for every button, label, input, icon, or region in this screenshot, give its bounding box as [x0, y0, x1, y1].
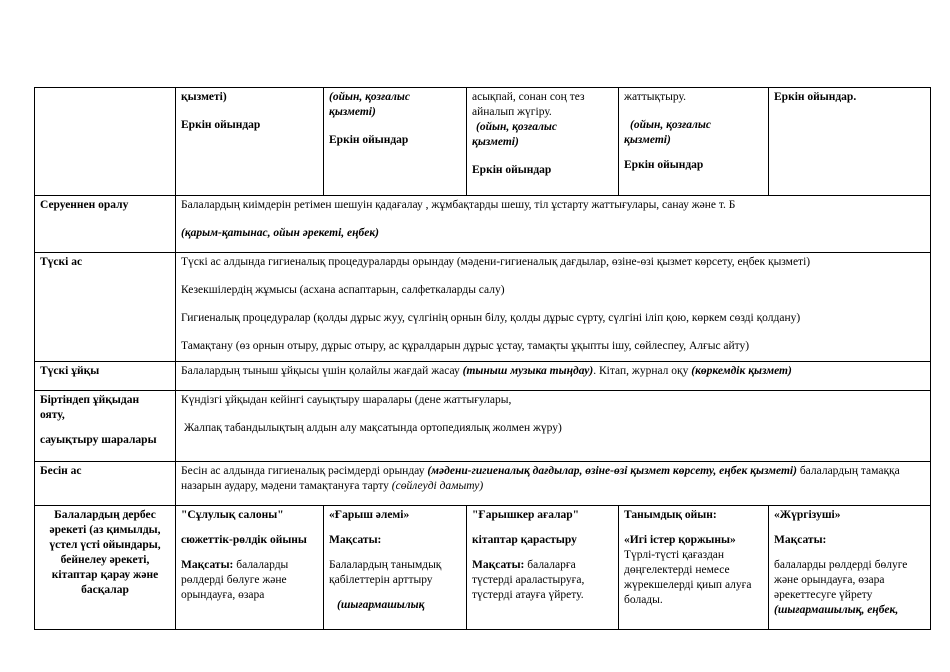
cell-text: Гигиеналық процедуралар (қолды дұрыс жуу, сүлгінің орнын білу, қолды дұрыс сүрту, сүлгіні іліп қою, көркем сөзді қолдану) [181, 311, 801, 324]
cell-text: Күндізгі ұйқыдан кейінгі сауықтыру шаралары (дене жаттығулары, [181, 394, 512, 406]
table-cell [176, 88, 324, 196]
cell-text: Еркін ойындар [329, 133, 409, 146]
cell-text: Жалпақ табандылықтың алдын алу мақсатында ортопедиялық жолмен жүру) [184, 421, 562, 434]
nap-text: Балалардың тыныш ұйқысы үшін қолайлы жағдай жасау [181, 365, 463, 377]
activity-title: "Ғарышкер ағалар" [472, 509, 580, 521]
table-cell [324, 88, 467, 196]
cell-text: Тамақтану (өз орнын отыру, дұрыс отыру, ас құралдарын дұрыс ұстау, тамақты ұқыпты ішу, сөйлеспеу, Алғыс айту) [181, 339, 750, 352]
snack-note: (сөйлеуді дамыту) [391, 479, 484, 492]
cell-text: қызметі) [329, 105, 376, 118]
cell-text: (қарым-қатынас, ойын әрекеті, еңбек) [181, 226, 379, 239]
cell-text [181, 558, 318, 603]
daily-plan-table [34, 87, 931, 630]
table-cell [176, 253, 931, 362]
cell-text: асықпай, сонан соң тез [472, 91, 585, 103]
cell-text: Түскі ас алдында гигиеналық процедураларды орындау (мәдени-гигиеналық дағдылар, өзіне-өзі қызмет көрсету, еңбек қызметі) [181, 256, 811, 268]
cell-text: (ойын, қозғалыс [329, 91, 410, 103]
table-cell [324, 506, 467, 630]
row-label-wake [35, 391, 176, 462]
table-cell [467, 88, 619, 196]
goal-label: Мақсаты: [181, 558, 234, 571]
table-row [35, 196, 931, 253]
cell-text: Түрлі-түсті қағаздан дөңгелектерді немесе жүрекшелерді қиып алуға болады. [624, 548, 752, 606]
cell-text [472, 558, 613, 603]
table-cell [619, 88, 769, 196]
table-cell [467, 506, 619, 630]
cell-note: (шығармашылық [337, 598, 425, 611]
activity-title: "Сұлулық салоны" [181, 509, 284, 521]
goal-label: Мақсаты: [329, 533, 382, 546]
snack-text: Бесін ас алдында гигиеналық рәсімдерді орындау [181, 465, 428, 477]
nap-text: . Кітап, журнал оқу [593, 365, 692, 377]
table-row [35, 391, 931, 462]
cell-text: Кезекшілердің жұмысы (асхана аспаптарын, салфеткаларды салу) [181, 283, 505, 296]
row-label-nap: Түскі ұйқы [35, 362, 176, 391]
cell-text: (ойын, қозғалыс [476, 120, 557, 133]
row-label-empty [35, 88, 176, 196]
row-label-independent: Балалардың дербес әрекеті (аз қимылды, үстел үсті ойындары, бейнелеу әрекеті, кітаптар қарау және басқалар [35, 506, 176, 630]
nap-note: (көркемдік қызмет) [691, 365, 792, 377]
table-row [35, 462, 931, 506]
table-cell [176, 196, 931, 253]
cell-text: (ойын, қозғалыс [630, 118, 711, 131]
cell-text: жаттықтыру. [624, 91, 686, 103]
cell-text: қызметі) [181, 91, 227, 103]
label-line: Біртіндеп ұйқыдан [40, 394, 140, 406]
cell-text: айналып жүгіру. [472, 105, 552, 118]
table-cell [769, 88, 931, 196]
activity-title: «Жүргізуші» [774, 509, 841, 521]
cell-text: Еркін ойындар [472, 163, 552, 176]
goal-text: балаларды рөлдерді бөлуге және орындауға, өзара [181, 558, 289, 601]
snack-note: (мәдени-гигиеналық дағдылар, өзіне-өзі қызмет көрсету, еңбек қызметі) [427, 465, 797, 477]
goal-text: балаларға түстерді араластыруға, түстерді атауға үйрету. [472, 558, 585, 601]
cell-text: қызметі) [624, 133, 671, 146]
goal-text: балаларды рөлдерді бөлуге және орындауға, өзара әрекеттесуге үйрету [774, 558, 908, 601]
table-cell [176, 362, 931, 391]
cell-text: Еркін ойындар [624, 158, 704, 171]
cell-text: Еркін ойындар. [774, 91, 857, 103]
activity-subtitle: «Игі істер қоржыны» [624, 533, 736, 546]
cell-note: (шығармашылық, еңбек, [774, 603, 899, 616]
cell-text: Еркін ойындар [181, 118, 261, 131]
cell-text: Балалардың киімдерін ретімен шешуін қадағалау , жұмбақтарды шешу, тіл ұстарту жаттығулары, санау және т. Б [181, 199, 736, 211]
table-cell [176, 391, 931, 462]
activity-title: «Ғарыш әлемі» [329, 509, 410, 521]
snack-text: балалардың тамаққа назарын аудару, мәдени тамақтануға тарту [181, 465, 900, 492]
goal-label: Мақсаты: [472, 558, 525, 571]
activity-title: Танымдық ойын: [624, 509, 717, 521]
cell-text: қызметі) [472, 135, 519, 148]
activity-subtitle: кітаптар қарастыру [472, 533, 577, 546]
row-label-lunch: Түскі ас [35, 253, 176, 362]
nap-note: (тыныш музыка тыңдау) [462, 365, 594, 377]
cell-text [181, 464, 925, 494]
row-label-snack: Бесін ас [35, 462, 176, 506]
table-row [35, 253, 931, 362]
table-row [35, 506, 931, 630]
table-cell [176, 506, 324, 630]
goal-text: Балалардың танымдық қабілеттерін арттыру [329, 558, 442, 586]
table-cell [619, 506, 769, 630]
table-row [35, 88, 931, 196]
cell-text [181, 364, 925, 379]
table-row [35, 362, 931, 391]
label-line: ояту, [40, 408, 65, 421]
label-line: сауықтыру шаралары [40, 433, 157, 446]
table-cell [176, 462, 931, 506]
goal-label: Мақсаты: [774, 533, 827, 546]
row-label-return-walk: Серуеннен оралу [35, 196, 176, 253]
activity-subtitle: сюжеттік-рөлдік ойыны [181, 533, 307, 546]
table-cell [769, 506, 931, 630]
